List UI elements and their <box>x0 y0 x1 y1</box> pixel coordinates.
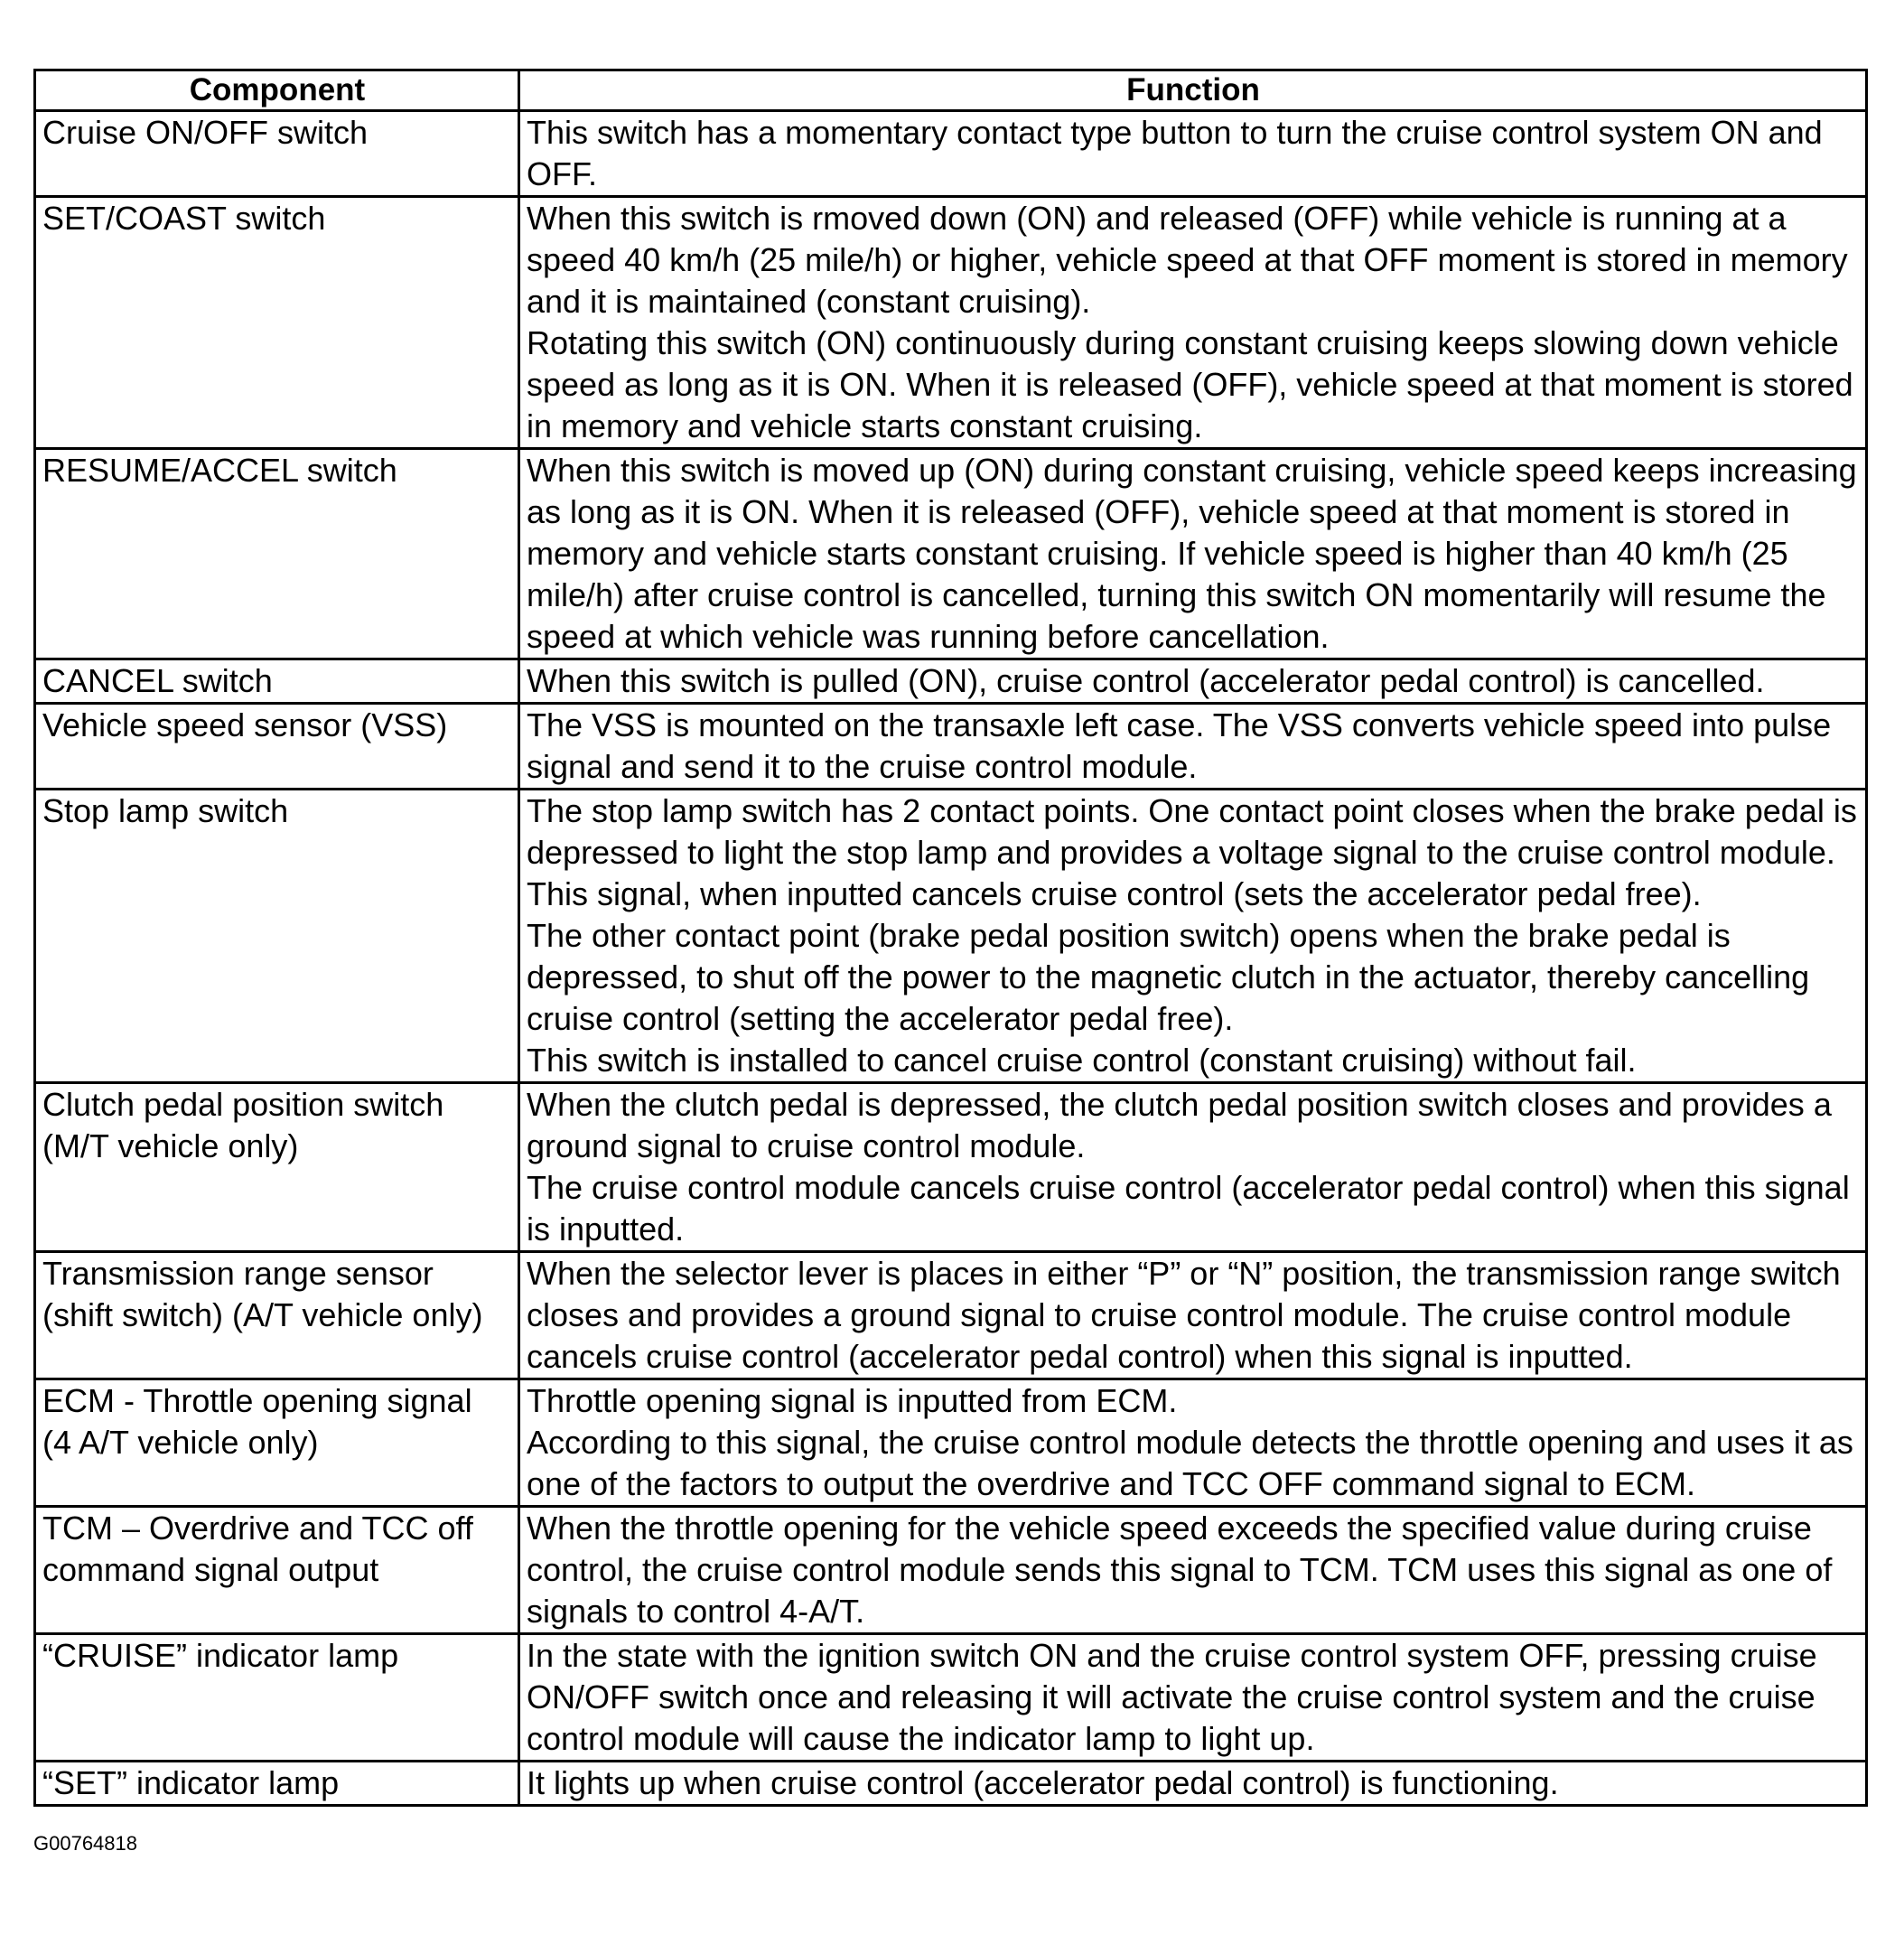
component-name-line: (M/T vehicle only) <box>42 1127 299 1164</box>
table-row <box>35 197 1867 449</box>
function-paragraph: When this switch is rmoved down (ON) and released (OFF) while vehicle is running at a speed 40 km/h (25 mile/h) or higher, vehicle speed at that OFF moment is stored in memory and it is maintained (constant cruising). <box>527 200 1848 320</box>
function-paragraph: When this switch is moved up (ON) during constant cruising, vehicle speed keeps increasing as long as it is ON. When it is released (OFF), vehicle speed at that moment is stored in memory and vehicle starts constant cruising. If vehicle speed is higher than 40 km/h (25 mile/h) after cruise control is cancelled, turning this switch ON momentarily will resume the speed at which vehicle was running before cancellation. <box>527 452 1857 655</box>
function-paragraph: It lights up when cruise control (accelerator pedal control) is functioning. <box>527 1764 1559 1801</box>
function-paragraph: The other contact point (brake pedal position switch) opens when the brake pedal is depressed, to shut off the power to the magnetic clutch in the actuator, thereby cancelling cruise control (setting the accelerator pedal free). <box>527 917 1810 1037</box>
component-function-table <box>33 69 1868 1807</box>
function-cell <box>519 1634 1867 1762</box>
table-row <box>35 111 1867 197</box>
function-paragraph: This switch is installed to cancel cruise control (constant cruising) without fail. <box>527 1042 1637 1079</box>
document <box>33 69 1865 1807</box>
table-row <box>35 1083 1867 1252</box>
component-name-line: command signal output <box>42 1551 379 1588</box>
component-name-line: Stop lamp switch <box>42 792 289 829</box>
component-name-line: “CRUISE” indicator lamp <box>42 1637 399 1674</box>
component-cell <box>35 449 519 659</box>
function-paragraph: When this switch is pulled (ON), cruise control (accelerator pedal control) is cancelled. <box>527 662 1765 699</box>
function-paragraph: The cruise control module cancels cruise control (accelerator pedal control) when this signal is inputted. <box>527 1169 1850 1248</box>
component-name-line: CANCEL switch <box>42 662 273 699</box>
function-cell <box>519 1379 1867 1507</box>
function-paragraph: This switch has a momentary contact type button to turn the cruise control system ON and OFF. <box>527 114 1823 192</box>
table-row <box>35 659 1867 704</box>
column-header-component: Component <box>35 70 519 111</box>
column-header-function: Function <box>519 70 1867 111</box>
table-row <box>35 1252 1867 1379</box>
component-cell <box>35 197 519 449</box>
component-cell <box>35 1507 519 1634</box>
function-cell <box>519 1507 1867 1634</box>
function-paragraph: Throttle opening signal is inputted from ECM. <box>527 1382 1178 1419</box>
component-cell <box>35 659 519 704</box>
component-name-line: (shift switch) (A/T vehicle only) <box>42 1296 483 1333</box>
component-name-line: SET/COAST switch <box>42 200 326 237</box>
table-row <box>35 1634 1867 1762</box>
component-cell <box>35 1762 519 1806</box>
function-cell <box>519 449 1867 659</box>
component-cell <box>35 1083 519 1252</box>
function-paragraph: In the state with the ignition switch ON and the cruise control system OFF, pressing cruise ON/OFF switch once and releasing it will activate the cruise control system and the cruise control module will cause the indicator lamp to light up. <box>527 1637 1817 1757</box>
function-paragraph: When the selector lever is places in either “P” or “N” position, the transmission range switch closes and provides a ground signal to cruise control module. The cruise control module cancels cruise control (accelerator pedal control) when this signal is inputted. <box>527 1255 1841 1375</box>
table-row <box>35 790 1867 1083</box>
function-cell <box>519 1762 1867 1806</box>
table-row <box>35 704 1867 790</box>
function-cell <box>519 790 1867 1083</box>
function-paragraph: When the throttle opening for the vehicle speed exceeds the specified value during cruise control, the cruise control module sends this signal to TCM. TCM uses this signal as one of signals to control 4-A/T. <box>527 1510 1833 1630</box>
table-row <box>35 1379 1867 1507</box>
component-name-line: Cruise ON/OFF switch <box>42 114 369 151</box>
function-cell <box>519 1083 1867 1252</box>
component-name-line: Clutch pedal position switch <box>42 1086 444 1123</box>
table-row <box>35 1507 1867 1634</box>
component-cell <box>35 111 519 197</box>
component-name-line: RESUME/ACCEL switch <box>42 452 397 489</box>
function-paragraph: The stop lamp switch has 2 contact points. One contact point closes when the brake pedal is depressed to light the stop lamp and provides a voltage signal to the cruise control module. This signal, when inputted cancels cruise control (sets the accelerator pedal free). <box>527 792 1857 912</box>
figure-id: G00764818 <box>33 1832 137 1855</box>
function-paragraph: Rotating this switch (ON) continuously during constant cruising keeps slowing down vehicle speed as long as it is ON. When it is released (OFF), vehicle speed at that moment is stored in memory and vehicle starts constant cruising. <box>527 324 1853 444</box>
component-name-line: (4 A/T vehicle only) <box>42 1424 319 1461</box>
function-paragraph: When the clutch pedal is depressed, the clutch pedal position switch closes and provides a ground signal to cruise control module. <box>527 1086 1832 1164</box>
component-cell <box>35 704 519 790</box>
component-name-line: ECM - Throttle opening signal <box>42 1382 472 1419</box>
component-name-line: Vehicle speed sensor (VSS) <box>42 706 448 743</box>
component-cell <box>35 1634 519 1762</box>
component-name-line: TCM – Overdrive and TCC off <box>42 1510 473 1547</box>
table-row <box>35 1762 1867 1806</box>
component-name-line: Transmission range sensor <box>42 1255 434 1292</box>
component-name-line: “SET” indicator lamp <box>42 1764 340 1801</box>
header-row <box>35 70 1867 111</box>
function-cell <box>519 197 1867 449</box>
function-paragraph: According to this signal, the cruise control module detects the throttle opening and uses it as one of the factors to output the overdrive and TCC OFF command signal to ECM. <box>527 1424 1853 1502</box>
table-body <box>35 111 1867 1806</box>
function-cell <box>519 111 1867 197</box>
function-cell <box>519 704 1867 790</box>
component-cell <box>35 1252 519 1379</box>
function-cell <box>519 659 1867 704</box>
component-cell <box>35 1379 519 1507</box>
function-paragraph: The VSS is mounted on the transaxle left case. The VSS converts vehicle speed into pulse signal and send it to the cruise control module. <box>527 706 1832 785</box>
component-cell <box>35 790 519 1083</box>
table-row <box>35 449 1867 659</box>
function-cell <box>519 1252 1867 1379</box>
